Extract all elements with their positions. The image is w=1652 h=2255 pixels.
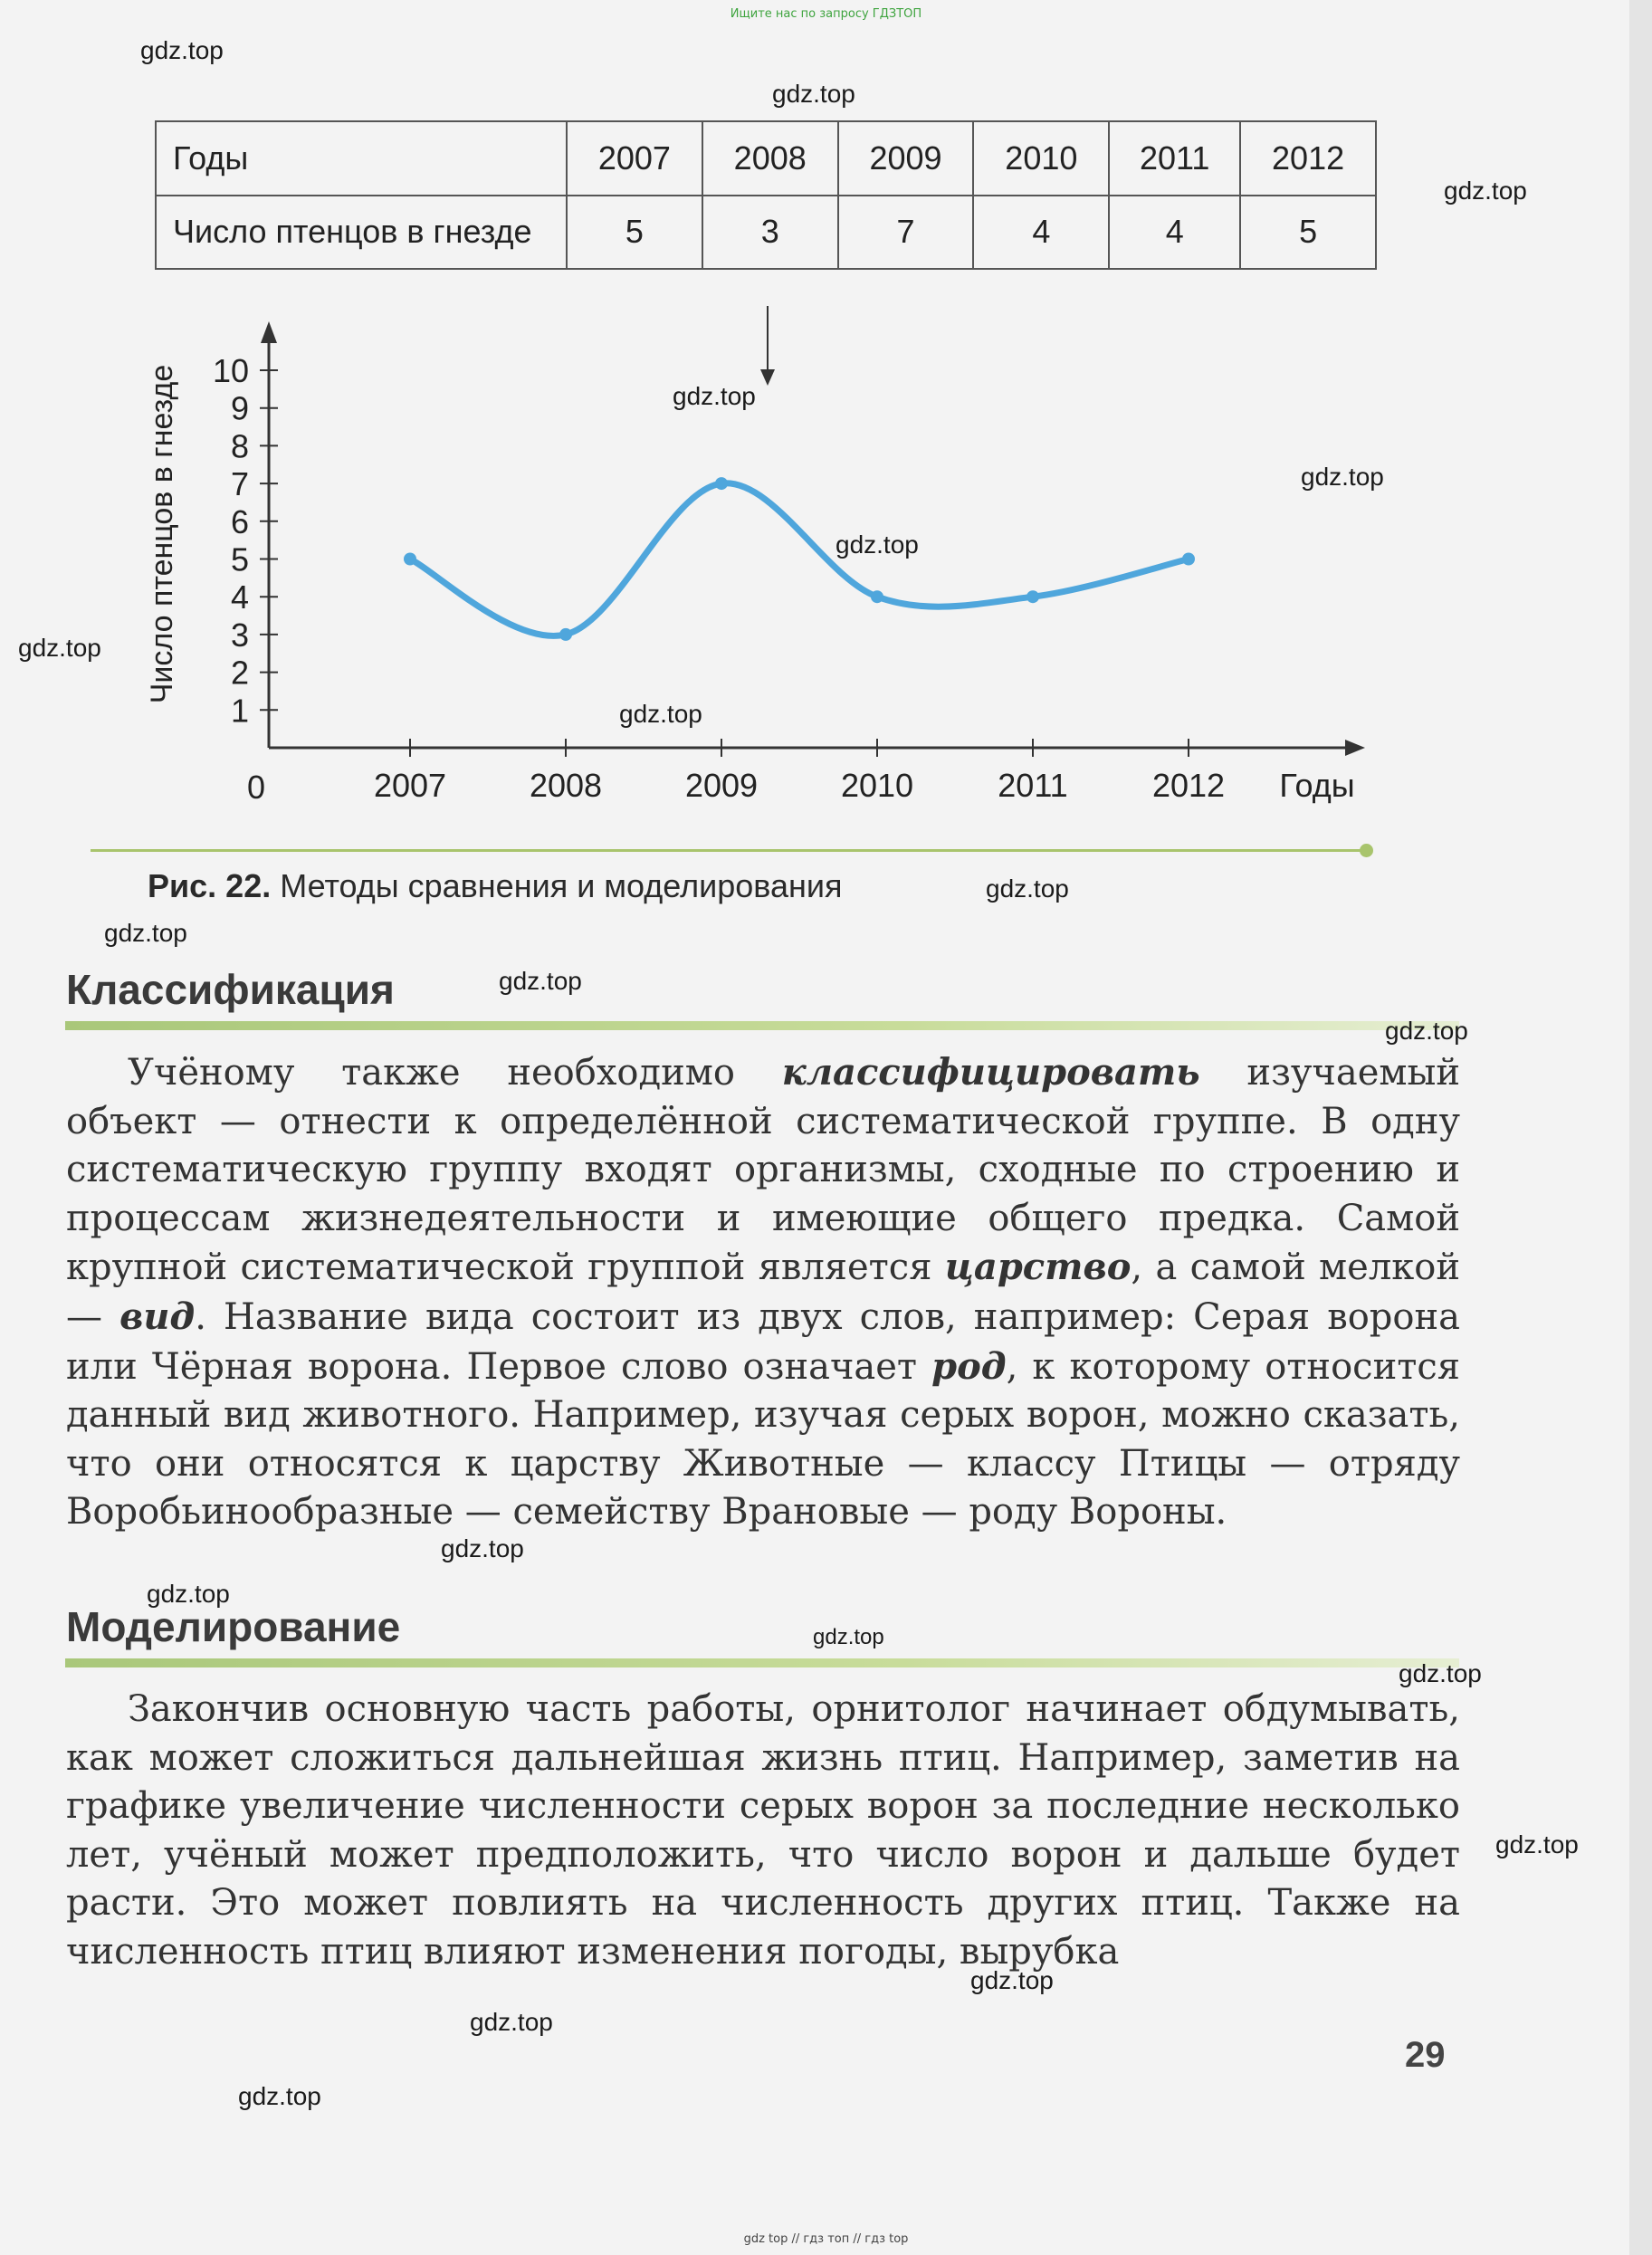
y-tick-label: 3 [230,616,249,654]
x-axis-arrow-icon [1345,740,1365,756]
origin-label: 0 [246,769,265,806]
y-tick-label: 5 [230,540,249,578]
y-tick-label: 1 [230,692,249,730]
watermark: gdz.top [18,634,101,662]
watermark: gdz.top [772,80,855,108]
bottom-note: gdz top // гдз топ // гдз top [743,2232,909,2246]
x-tick-label: 2009 [684,767,759,804]
y-axis-label: Число птенцов в гнезде [145,364,179,704]
figure-number: Рис. 22. [148,867,272,904]
watermark: gdz.top [813,1625,884,1649]
data-point [715,477,728,490]
x-tick-label: 2011 [998,767,1068,804]
y-tick-label: 9 [230,389,249,427]
data-point [404,553,416,566]
watermark: gdz.top [1399,1659,1482,1687]
x-tick-label: 2008 [529,767,603,804]
keyword-kingdom: царство [944,1246,1132,1289]
text-run: . Название вида состоит из двух слов, например: Серая ворона или Чёрная ворона. Первое слово означает [66,1295,1460,1388]
watermark: gdz.top [499,967,582,995]
watermark: gdz.top [1444,177,1527,205]
watermark: gdz.top [836,530,919,559]
data-point [871,590,883,603]
watermark: gdz.top [986,874,1069,903]
modeling-paragraph: Закончив основную часть работы, орнитолог начинает обдумывать, как может сложиться дальнейшая жизнь птиц. Например, заметив на графике увеличение численности серых ворон за последние несколько лет, учёный может предположить, что число ворон и дальше будет расти. Это может повлиять на численность других птиц. Также на численность птиц влияют изменения погоды, вырубка [66,1688,1460,1973]
heading-underline [65,1658,1459,1667]
table-year-cell: 2010 [973,121,1109,196]
data-point [1027,590,1039,603]
y-tick-label: 7 [230,465,249,503]
x-axis-label: Годы [1279,767,1355,804]
table-count-label: Число птенцов в гнезде [156,196,567,270]
y-tick-label: 2 [230,654,249,692]
figure-caption [148,867,843,905]
table-year-cell: 2011 [1109,121,1240,196]
y-axis-arrow-icon [261,321,277,343]
table-count-cell: 4 [973,196,1109,270]
text-run: , к которому относится данный вид животного. Например, изучая серых ворон, можно сказать, что они относятся к царству Животные — классу Птицы — отряду Воробьинообразные — семейству Врановые — роду Вороны. [66,1345,1460,1534]
top-note: Ищите нас по запросу ГДЗТОП [730,7,922,21]
text-run: изучаемый объект — отнести к определённой систематической группе. В одну систематическую группу входят организмы, сходные по строению и процессам жизнедеятельности и имеющие общего предка. Самой крупной систематической группой является [66,1052,1460,1289]
x-tick-label: 2007 [373,767,447,804]
x-tick-label: 2012 [1151,767,1226,804]
table-year-cell: 2007 [567,121,702,196]
table-count-cell: 4 [1109,196,1240,270]
y-tick-label: 8 [230,427,249,465]
keyword-species: вид [119,1295,196,1338]
watermark: gdz.top [673,382,756,410]
watermark: gdz.top [970,1966,1054,1994]
keyword-genus: род [931,1344,1007,1388]
watermark: gdz.top [470,2008,553,2036]
y-tick-label: 6 [230,502,249,540]
watermark: gdz.top [147,1580,230,1608]
table-year-cell: 2009 [838,121,974,196]
table-count-cell: 5 [1240,196,1376,270]
caption-divider [91,849,1365,852]
text-run: , а самой мелкой — [66,1247,1460,1338]
table-year-cell: 2012 [1240,121,1376,196]
text-run: Учёному также необходимо [128,1052,782,1094]
watermark: gdz.top [1385,1017,1468,1045]
x-tick-label: 2010 [840,767,914,804]
line-chart [0,0,1652,851]
y-tick-label: 10 [212,352,249,389]
watermark: gdz.top [441,1534,524,1562]
data-point [1182,553,1195,566]
figure-caption-text: Методы сравнения и моделирования [271,867,843,904]
caption-divider-dot [1360,844,1373,857]
y-tick-label: 4 [230,578,249,616]
section-heading-classification: Классификация [66,966,395,1013]
heading-underline [65,1021,1459,1030]
watermark: gdz.top [619,700,702,728]
data-point [559,628,572,641]
table-header-label: Годы [156,121,567,196]
section-heading-modeling: Моделирование [66,1603,401,1650]
table-year-cell: 2008 [702,121,838,196]
data-series-line [410,483,1189,636]
table-count-cell: 3 [702,196,838,270]
watermark: gdz.top [1301,463,1384,491]
table-count-cell: 7 [838,196,974,270]
watermark: gdz.top [140,36,224,64]
page-number: 29 [1405,2035,1446,2075]
classification-paragraph [66,1048,1460,1537]
watermark: gdz.top [104,919,187,947]
keyword-classify: классифицировать [781,1051,1200,1094]
watermark: gdz.top [1495,1830,1579,1858]
watermark: gdz.top [238,2082,321,2110]
table-count-cell: 5 [567,196,702,270]
